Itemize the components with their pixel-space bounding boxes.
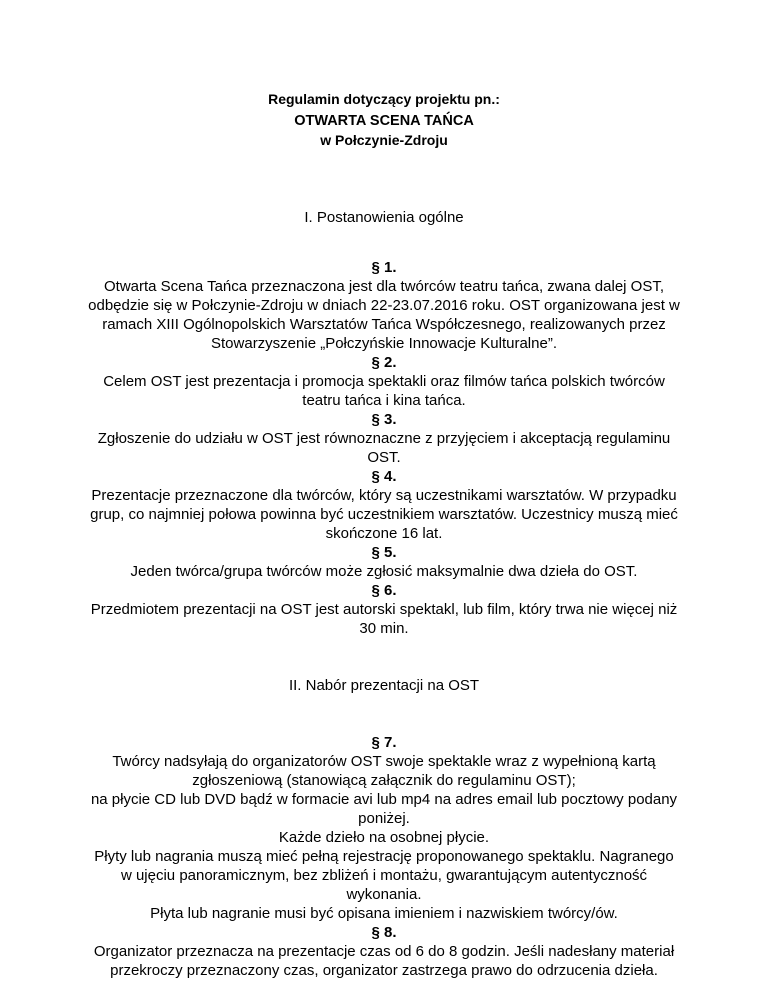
paragraph-text-line: Jeden twórca/grupa twórców może zgłosić maksymalnie dwa dzieła do OST. — [130, 563, 638, 580]
paragraph-number: § 2. — [371, 354, 397, 371]
paragraph-text-line: OST. — [367, 449, 401, 466]
section-1 — [72, 208, 696, 638]
paragraph-text-line: Prezentacje przeznaczone dla twórców, który są uczestnikami warsztatów. W przypadku — [91, 487, 677, 504]
paragraph-text-line: 30 min. — [359, 620, 409, 637]
paragraph — [72, 353, 696, 410]
paragraph — [72, 467, 696, 543]
paragraph — [72, 923, 696, 980]
document-body — [72, 208, 696, 980]
paragraph-text-line: na płycie CD lub DVD bądź w formacie avi lub mp4 na adres email lub pocztowy podany — [90, 791, 678, 808]
paragraph-text-line: Stowarzyszenie „Połczyńskie Innowacje Kulturalne”. — [211, 335, 557, 352]
paragraph-text-line: Organizator przeznacza na prezentacje czas od 6 do 8 godzin. Jeśli nadesłany materiał — [93, 943, 675, 960]
paragraph-text-line: ramach XIII Ogólnopolskich Warsztatów Tańca Współczesnego, realizowanych przez — [102, 316, 666, 333]
paragraph-text-line: Zgłoszenie do udziału w OST jest równoznaczne z przyjęciem i akceptacją regulaminu — [97, 430, 671, 447]
paragraph — [72, 543, 696, 581]
document-title-line-2: OTWARTA SCENA TAŃCA — [294, 113, 474, 129]
paragraph-number: § 4. — [371, 468, 397, 485]
section-heading: II. Nabór prezentacji na OST — [288, 677, 480, 694]
paragraph-text-line: Płyta lub nagranie musi być opisana imieniem i nazwiskiem twórcy/ów. — [150, 905, 618, 922]
paragraph-text-line: skończone 16 lat. — [325, 525, 443, 542]
paragraph-text-line: odbędzie się w Połczynie-Zdroju w dniach 22-23.07.2016 roku. OST organizowana jest w — [88, 297, 680, 314]
paragraph-number: § 3. — [371, 411, 397, 428]
paragraph-text-line: wykonania. — [346, 886, 422, 903]
paragraph-text-line: Płyty lub nagrania muszą mieć pełną rejestrację proponowanego spektaklu. Nagranego — [94, 848, 674, 865]
document-title-line-1: Regulamin dotyczący projektu pn.: — [268, 91, 500, 107]
paragraph — [72, 258, 696, 353]
paragraph-text-line: Otwarta Scena Tańca przeznaczona jest dla twórców teatru tańca, zwana dalej OST, — [103, 278, 665, 295]
paragraph-text-line: poniżej. — [358, 810, 410, 827]
paragraph-text-line: grup, co najmniej połowa powinna być uczestnikiem warsztatów. Uczestnicy muszą mieć — [90, 506, 678, 523]
paragraph-text-line: teatru tańca i kina tańca. — [302, 392, 466, 409]
paragraph-number: § 8. — [371, 924, 397, 941]
paragraph-number: § 1. — [371, 259, 397, 276]
paragraph-text-line: zgłoszeniową (stanowiącą załącznik do regulaminu OST); — [192, 772, 576, 789]
paragraph-text-line: Każde dzieło na osobnej płycie. — [278, 829, 490, 846]
section-heading: I. Postanowienia ogólne — [304, 209, 464, 226]
paragraph-number: § 5. — [371, 544, 397, 561]
paragraph-number: § 6. — [371, 582, 397, 599]
document-title-line-3: w Połczynie-Zdroju — [320, 132, 448, 148]
paragraph — [72, 581, 696, 638]
section-2 — [72, 676, 696, 980]
paragraph — [72, 410, 696, 467]
paragraph-text-line: Twórcy nadsyłają do organizatorów OST swoje spektakle wraz z wypełnioną kartą — [112, 753, 656, 770]
paragraph-number: § 7. — [371, 734, 397, 751]
paragraph — [72, 733, 696, 923]
paragraph-text-line: w ujęciu panoramicznym, bez zbliżeń i montażu, gwarantującym autentyczność — [120, 867, 648, 884]
document-header — [72, 90, 696, 150]
paragraph-text-line: przekroczy przeznaczony czas, organizator zastrzega prawo do odrzucenia dzieła. — [110, 962, 658, 979]
paragraph-text-line: Celem OST jest prezentacja i promocja spektakli oraz filmów tańca polskich twórców — [103, 373, 665, 390]
paragraph-text-line: Przedmiotem prezentacji na OST jest autorski spektakl, lub film, który trwa nie więcej niż — [90, 601, 678, 618]
